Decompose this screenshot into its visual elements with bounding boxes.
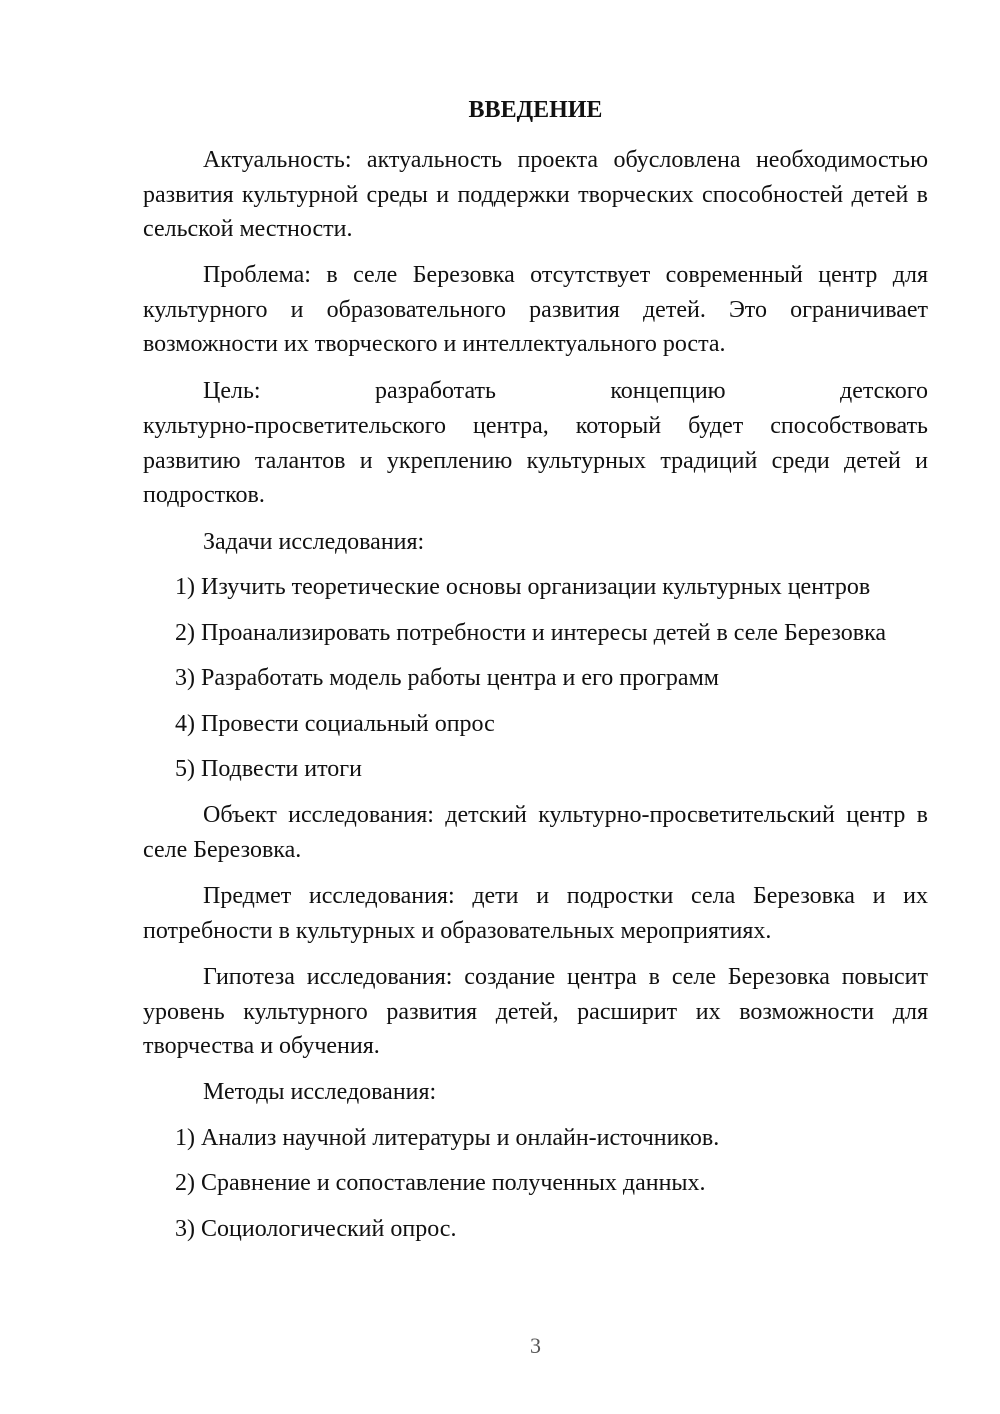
document-page [143, 0, 928, 1414]
problem-paragraph: Проблема: в селе Березовка отсутствует современный центр для культурного и образовательного развития детей. Это ограничивает возможности их творческого и интеллектуального роста. [143, 262, 928, 357]
tasks-heading: Задачи исследования: [203, 529, 425, 555]
section-title: ВВЕДЕНИЕ [468, 97, 603, 123]
method-item: 2) Сравнение и сопоставление полученных данных. [175, 1170, 706, 1196]
hypothesis-paragraph: Гипотеза исследования: создание центра в селе Березовка повысит уровень культурного развития детей, расширит их возможности для творчества и обучения. [143, 964, 928, 1059]
task-item: 1) Изучить теоретические основы организации культурных центров [175, 574, 871, 600]
task-item: 3) Разработать модель работы центра и его программ [175, 665, 719, 691]
page-number: 3 [530, 1333, 541, 1358]
method-item: 3) Социологический опрос. [175, 1216, 457, 1242]
goal-first-line: Цель: разработать концепцию детского [203, 378, 928, 404]
task-item: 4) Провести социальный опрос [175, 711, 495, 737]
methods-heading: Методы исследования: [203, 1079, 437, 1105]
object-paragraph: Объект исследования: детский культурно-просветительский центр в селе Березовка. [143, 802, 928, 863]
task-item: 2) Проанализировать потребности и интересы детей в селе Березовка [175, 620, 887, 646]
task-item: 5) Подвести итоги [175, 756, 362, 782]
goal-rest: культурно-просветительского центра, который будет способствовать развитию талантов и укреплению культурных традиций среди детей и подростков. [143, 413, 928, 508]
method-item: 1) Анализ научной литературы и онлайн-источников. [175, 1125, 720, 1151]
relevance-paragraph: Актуальность: актуальность проекта обусловлена необходимостью развития культурной среды и поддержки творческих способностей детей в сельской местности. [143, 147, 928, 242]
subject-paragraph: Предмет исследования: дети и подростки села Березовка и их потребности в культурных и образовательных мероприятиях. [143, 883, 928, 944]
